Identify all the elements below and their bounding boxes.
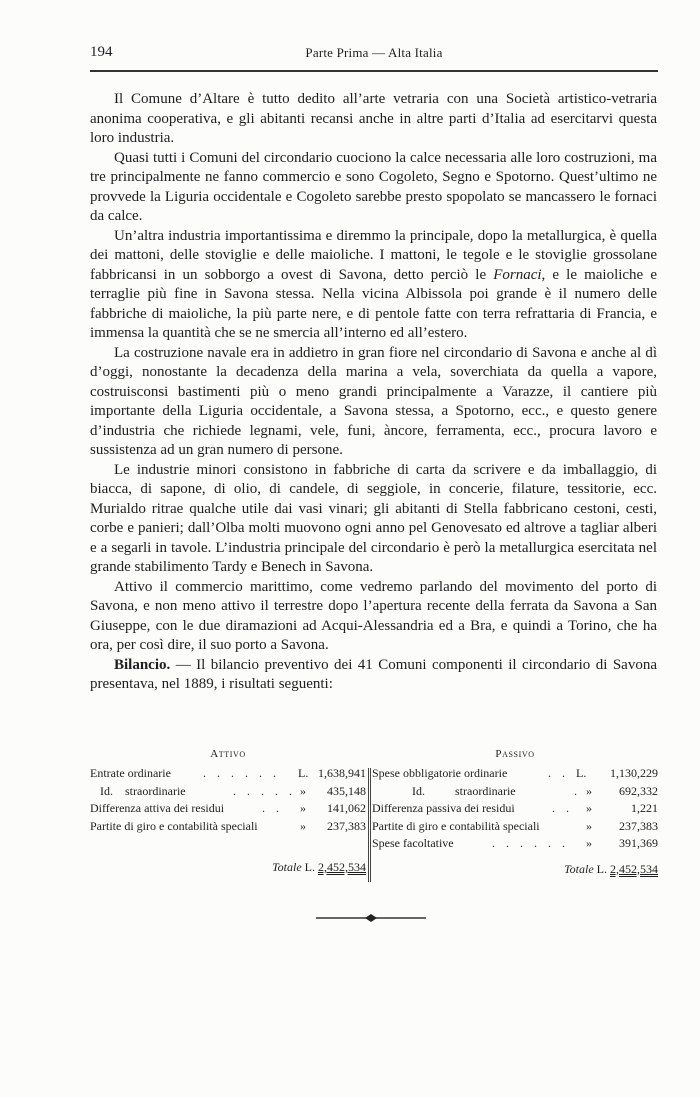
paragraph-mattoni <box>90 227 657 344</box>
paragraph-altare: Il Comune d’Altare è tutto dedito all’arte vetraria con una Società artistico-vetraria anonima cooperativa, e gli abitanti recansi anche in altre parti d’Italia ad esercitarvi questa loro industria. <box>90 91 657 146</box>
running-title: Parte Prima — Alta Italia <box>305 45 443 60</box>
leader-dots: . . . . . . <box>492 836 569 850</box>
currency-mark: » <box>300 801 306 815</box>
table-row <box>372 784 658 802</box>
row-label: Partite di giro e contabilità speciali <box>372 818 540 833</box>
leader-dots: . . . . . <box>233 783 296 798</box>
row-label: Differenza passiva dei residui <box>372 801 515 815</box>
column-divider <box>368 768 371 882</box>
leader-dots: . . <box>552 801 573 815</box>
currency-mark: » <box>586 783 592 798</box>
total-amount: 2,452,534 <box>610 861 658 876</box>
row-label: Differenza attiva dei residui <box>90 801 225 815</box>
header-rule <box>90 70 658 72</box>
table-row <box>90 801 366 819</box>
table-row <box>90 766 366 784</box>
row-amount: 692,332 <box>619 783 658 798</box>
table-row <box>372 819 658 837</box>
row-amount: 435,148 <box>327 783 366 798</box>
row-label: Id. straordinarie <box>100 783 186 798</box>
page-header <box>90 44 658 66</box>
table-row <box>90 784 366 802</box>
currency-mark: » <box>586 818 592 833</box>
row-label: Entrate ordinarie <box>90 766 171 780</box>
attivo-title: Attivo <box>210 748 246 760</box>
total-currency: L. <box>596 861 607 876</box>
row-amount: 237,383 <box>619 818 658 833</box>
row-label: Spese facoltative <box>372 836 454 850</box>
fornaci-term: Fornaci <box>493 266 542 283</box>
table-row <box>372 801 658 819</box>
total-label: Totale <box>272 860 302 874</box>
row-amount: 1,221 <box>631 801 658 815</box>
leader-dots: . . <box>262 801 283 815</box>
row-label: Spese obbligatorie ordinarie <box>372 766 508 780</box>
attivo-total <box>90 860 366 877</box>
currency-mark: L. <box>298 766 309 780</box>
table-row <box>90 819 366 837</box>
bilancio-heading: Bilancio. <box>114 656 171 673</box>
paragraph-bilancio <box>90 656 657 695</box>
bilancio-table <box>90 748 658 878</box>
row-amount: 1,638,941 <box>318 766 366 780</box>
total-label: Totale <box>564 861 594 876</box>
currency-mark: » <box>586 801 592 815</box>
leader-dots: . . . . . . <box>203 766 280 780</box>
row-amount: 237,383 <box>327 818 366 833</box>
page-number: 194 <box>90 44 113 60</box>
row-amount: 391,369 <box>619 836 658 850</box>
row-label: Id. straordinarie <box>412 783 516 798</box>
currency-mark: » <box>586 836 592 850</box>
total-currency: L. <box>304 860 315 874</box>
paragraph-commercio: Attivo il commercio marittimo, come vedremo parlando del movimento del porto di Savona, e non meno attivo il terrestre dopo l’apertura recente della ferrata da Savona a San Giuseppe, con le due diramazioni ad Acqui-Alessandria ed a Bra, e quindi a Torino, che ha ora, per così dire, il suo porto a Savona. <box>90 578 657 653</box>
currency-mark: L. <box>576 766 587 780</box>
leader-dots: . <box>574 783 581 798</box>
paragraph-mattoni-text-a: Un’altra industria importantissima e diremmo la principale, dopo la metallurgica, è quella dei mattoni, delle stoviglie e delle maioliche. I mattoni, le tegole e le stoviglie grossolane fabbricansi in un sobborgo a ovest di Savona, detto perciò le <box>90 227 657 283</box>
currency-mark: » <box>300 818 306 833</box>
leader-dots: . . <box>548 766 569 780</box>
row-amount: 141,062 <box>327 801 366 815</box>
passivo-total <box>372 862 658 879</box>
table-row <box>372 766 658 784</box>
end-ornament-icon <box>316 913 426 923</box>
row-amount: 1,130,229 <box>610 766 658 780</box>
paragraph-industrie-minori: Le industrie minori consistono in fabbriche di carta da scrivere e da imballaggio, di biacca, di sapone, di olio, di candele, di seggiole, in concerie, filature, tessitorie, ecc. Murialdo ritrae qualche utile dai vasi vinari; gli abitanti di Stella fabbricano cestoni, cesti, corbe e panieri; dall’Olba molti muovono ogni anno pel Genovesato ed altrove a tagliar alberi e a segarli in tavole. L’industria principale del circondario è però la metallurgica esercitata nel grande stabilimento Tardy e Benech in Savona. <box>90 461 657 575</box>
table-row <box>372 836 658 854</box>
bilancio-intro: — Il bilancio preventivo dei 41 Comuni componenti il circondario di Savona presentava, nel 1889, i risultati seguenti: <box>90 656 657 692</box>
currency-mark: » <box>300 783 306 798</box>
attivo-column <box>90 748 366 877</box>
total-amount: 2,452,534 <box>318 860 366 874</box>
paragraph-calce: Quasi tutti i Comuni del circondario cuociono la calce necessaria alle loro costruzioni, ma tre principalmente ne fanno commercio e sono Cogoleto, Segno e Spotorno. Quest’ultimo ne provvede la Liguria occidentale e Cogoleto sarebbe presto spopolato se mancassero le fornaci da calce. <box>90 149 657 224</box>
body-text <box>90 90 657 695</box>
paragraph-costruzione-navale: La costruzione navale era in addietro in gran fiore nel circondario di Savona e anche al dì d’oggi, nonostante la decadenza della marina a vela, soverchiata da quella a vapore, costruisconsi bastimenti più o meno grandi principalmente a Varazze, il cantiere più importante della Liguria occidentale, a Savona stessa, a Spotorno, ecc., e questo genere d’industria che richiede legnami, vele, funi, àncore, ferramenta, ecc., procura lavoro e sussistenza ad un gran numero di persone. <box>90 344 657 458</box>
paragraph-mattoni-text-b: , e le maioliche e terraglie più fine in Savona stessa. Nella vicina Albissola poi grande è il numero delle fabbriche di maioliche, la più parte nere, e di pentole fatte con terra refrattaria di Francia, e immensa la quantità che se ne smercia all’interno ed all’estero. <box>90 266 657 341</box>
passivo-column <box>372 748 658 879</box>
passivo-title: Passivo <box>495 748 535 760</box>
row-label: Partite di giro e contabilità speciali <box>90 818 258 833</box>
